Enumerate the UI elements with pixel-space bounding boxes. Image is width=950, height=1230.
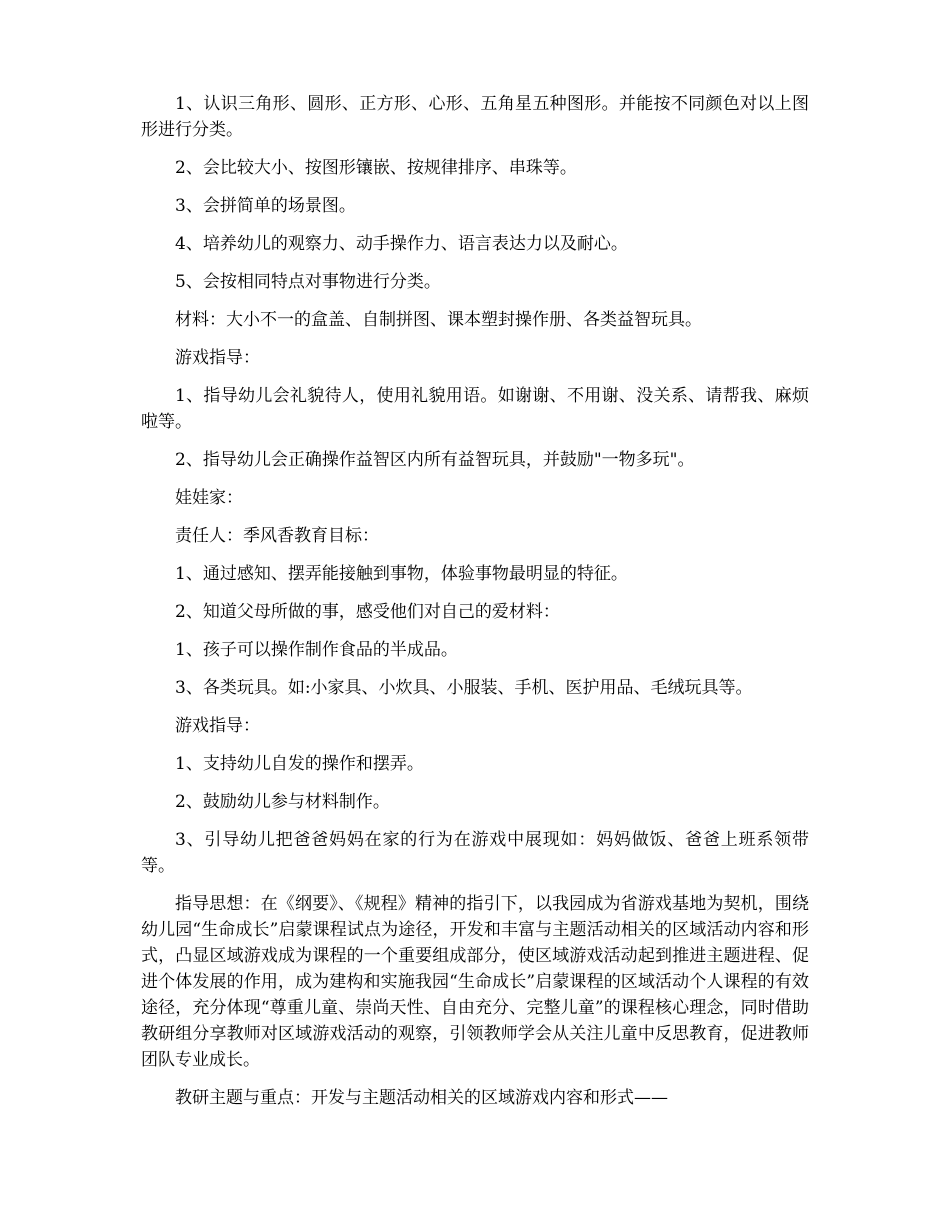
- paragraph-guiding-thought: 指导思想：在《纲要》、《规程》精神的指引下，以我园成为省游戏基地为契机，围绕幼儿园“生命成长”启蒙课程试点为途径，开发和丰富与主题活动相关的区域活动内容和形式，凸显区域游戏成为课程的一个重要组成部分，使区域游戏活动起到推进主题进程、促进个体发展的作用，成为建构和实施我园“生命成长”启蒙课程的区域活动个人课程的有效途径，充分体现“尊重儿童、崇尚天性、自由充分、完整儿童”的课程核心理念，同时借助教研组分享教师对区域游戏活动的观察，引领教师学会从关注儿童中反思教育，促进教师团队专业成长。: [141, 894, 809, 1070]
- paragraph-game-guidance-heading: 游戏指导：: [175, 348, 260, 368]
- paragraph-goal-5: 5、会按相同特点对事物进行分类。: [175, 272, 441, 292]
- paragraph-doll-material-3: 3、各类玩具。如:小家具、小炊具、小服装、手机、医护用品、毛绒玩具等。: [175, 678, 753, 698]
- paragraph-doll-goal-2: 2、知道父母所做的事，感受他们对自己的爱材料：: [175, 602, 560, 622]
- paragraph-materials: 材料：大小不一的盒盖、自制拼图、课本塑封操作册、各类益智玩具。: [175, 310, 702, 330]
- paragraph-doll-guidance-2: 2、鼓励幼儿参与材料制作。: [175, 792, 390, 812]
- paragraph-doll-guidance-3: 3、引导幼儿把爸爸妈妈在家的行为在游戏中展现如：妈妈做饭、爸爸上班系领带等。: [141, 830, 809, 876]
- paragraph-goal-4: 4、培养幼儿的观察力、动手操作力、语言表达力以及耐心。: [175, 234, 628, 254]
- paragraph-doll-goal-1: 1、通过感知、摆弄能接触到事物，体验事物最明显的特征。: [175, 564, 628, 584]
- paragraph-doll-guidance-1: 1、支持幼儿自发的操作和摆弄。: [175, 754, 424, 774]
- paragraph-goal-3: 3、会拼简单的场景图。: [175, 196, 356, 216]
- paragraph-goal-1: 1、认识三角形、圆形、正方形、心形、五角星五种图形。并能按不同颜色对以上图形进行分类。: [141, 94, 809, 140]
- document-body: [141, 91, 809, 1123]
- paragraph-game-guidance-heading-2: 游戏指导：: [175, 716, 260, 736]
- paragraph-doll-house-heading: 娃娃家：: [175, 488, 243, 508]
- paragraph-guidance-2: 2、指导幼儿会正确操作益智区内所有益智玩具，并鼓励"一物多玩"。: [175, 450, 695, 470]
- paragraph-goal-2: 2、会比较大小、按图形镶嵌、按规律排序、串珠等。: [175, 158, 577, 178]
- paragraph-doll-material-1: 1、孩子可以操作制作食品的半成品。: [175, 640, 458, 660]
- paragraph-guidance-1: 1、指导幼儿会礼貌待人，使用礼貌用语。如谢谢、不用谢、没关系、请帮我、麻烦啦等。: [141, 386, 809, 432]
- paragraph-responsible-person: 责任人：季风香教育目标：: [175, 526, 379, 546]
- paragraph-research-theme: 教研主题与重点：开发与主题活动相关的区域游戏内容和形式——: [175, 1088, 668, 1108]
